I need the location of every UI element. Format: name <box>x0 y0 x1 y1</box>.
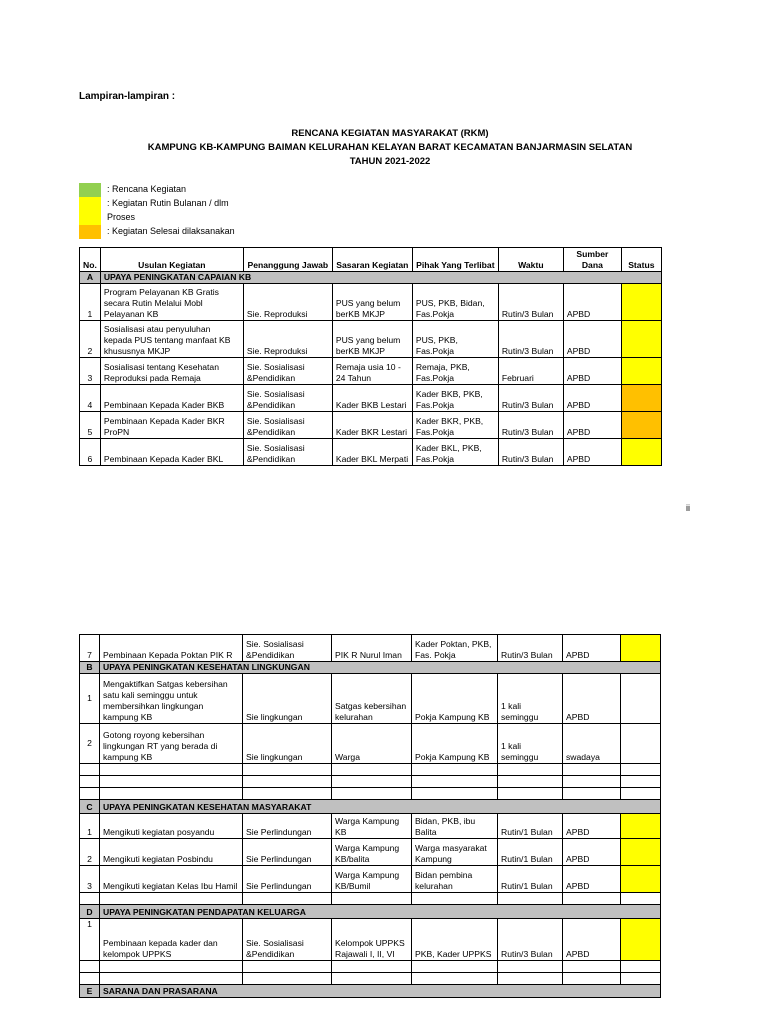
section-title: UPAYA PENINGKATAN KESEHATAN MASYARAKAT <box>100 800 661 814</box>
section-row-b <box>80 662 661 674</box>
row-pj: Sie. Sosialisasi &Pendidikan <box>243 358 332 385</box>
row-no: 1 <box>80 814 100 839</box>
row-pihak: Kader BKB, PKB, Fas.Pokja <box>412 385 498 412</box>
section-title: UPAYA PENINGKATAN CAPAIAN KB <box>100 272 661 284</box>
table-row <box>80 724 661 764</box>
row-no: 7 <box>80 635 100 662</box>
row-sumber: swadaya <box>563 724 621 764</box>
empty-row <box>80 788 661 800</box>
row-status-cell <box>621 358 661 385</box>
table-row <box>80 674 661 724</box>
row-pihak: Pokja Kampung KB <box>412 674 498 724</box>
row-sumber: APBD <box>563 385 621 412</box>
header-sumber-dana: Sumber Dana <box>563 248 621 272</box>
legend-label: : Rencana Kegiatan <box>107 184 187 194</box>
rkm-table-part-2 <box>79 634 661 998</box>
row-waktu: Rutin/3 Bulan <box>498 635 563 662</box>
row-sasaran: Warga Kampung KB <box>332 814 412 839</box>
row-sumber: APBD <box>563 866 621 893</box>
row-waktu: Rutin/3 Bulan <box>498 919 563 961</box>
row-pj: Sie lingkungan <box>243 674 332 724</box>
row-sasaran: PUS yang belum berKB MKJP <box>332 321 412 358</box>
row-sasaran: Kader BKB Lestari <box>332 385 412 412</box>
row-sasaran: Satgas kebersihan kelurahan <box>332 674 412 724</box>
empty-row <box>80 973 661 985</box>
row-pj: Sie Perlindungan <box>243 814 332 839</box>
row-status-cell <box>621 724 661 764</box>
row-no: 2 <box>80 724 100 764</box>
row-status-cell <box>621 439 661 466</box>
row-pihak: Bidan, PKB, ibu Balita <box>412 814 498 839</box>
table-row <box>80 814 661 839</box>
row-pj: Sie. Sosialisasi &Pendidikan <box>243 635 332 662</box>
row-pj: Sie Perlindungan <box>243 839 332 866</box>
table-header-row <box>80 248 662 272</box>
row-waktu: Rutin/1 Bulan <box>498 839 563 866</box>
table-row <box>80 284 662 321</box>
row-status-cell <box>621 839 661 866</box>
title-line-2: KAMPUNG KB-KAMPUNG BAIMAN KELURAHAN KELAYAN BARAT KECAMATAN BANJARMASIN SELATAN <box>147 142 633 153</box>
legend-label: : Kegiatan Rutin Bulanan / dlm <box>107 198 229 208</box>
row-usulan: Pembinaan Kepada Kader BKL <box>100 439 243 466</box>
row-sasaran: Remaja usia 10 - 24 Tahun <box>332 358 412 385</box>
row-no: 3 <box>80 358 101 385</box>
row-no: 1 <box>80 919 100 961</box>
row-pj: Sie lingkungan <box>243 724 332 764</box>
row-usulan: Pembinaan kepada kader dan kelompok UPPKS <box>100 919 243 961</box>
row-waktu: Rutin/3 Bulan <box>498 321 563 358</box>
row-pihak: Bidan pembina kelurahan <box>412 866 498 893</box>
row-pj: Sie. Sosialisasi &Pendidikan <box>243 412 332 439</box>
row-waktu: 1 kali seminggu <box>498 674 563 724</box>
row-pihak: Kader BKR, PKB, Fas.Pokja <box>412 412 498 439</box>
legend-label: Proses <box>107 212 136 222</box>
row-no: 5 <box>80 412 101 439</box>
row-pj: Sie. Reproduksi <box>243 284 332 321</box>
table-row <box>80 358 662 385</box>
section-title: SARANA DAN PRASARANA <box>100 985 661 998</box>
row-usulan: Sosialisasi atau penyuluhan kepada PUS tentang manfaat KB khususnya MKJP <box>100 321 243 358</box>
lampiran-label: Lampiran-lampiran : <box>79 91 176 102</box>
section-code: C <box>80 800 100 814</box>
row-no: 1 <box>80 284 101 321</box>
title-line-3: TAHUN 2021-2022 <box>349 156 431 167</box>
table-row <box>80 412 662 439</box>
empty-row <box>80 961 661 973</box>
row-pj: Sie. Sosialisasi &Pendidikan <box>243 439 332 466</box>
row-status-cell <box>621 919 661 961</box>
row-pihak: PKB, Kader UPPKS <box>412 919 498 961</box>
row-no: 2 <box>80 321 101 358</box>
row-usulan: Mengikuti kegiatan posyandu <box>100 814 243 839</box>
row-usulan: Pembinaan Kepada Poktan PIK R <box>100 635 243 662</box>
row-usulan: Pembinaan Kepada Kader BKR ProPN <box>100 412 243 439</box>
empty-row <box>80 893 661 905</box>
section-row-d <box>80 905 661 919</box>
row-status-cell <box>621 814 661 839</box>
row-usulan: Sosialisasi tentang Kesehatan Reproduksi pada Remaja <box>100 358 243 385</box>
row-no: 2 <box>80 839 100 866</box>
row-waktu: Rutin/3 Bulan <box>498 385 563 412</box>
row-sasaran: Kader BKR Lestari <box>332 412 412 439</box>
section-title: UPAYA PENINGKATAN PENDAPATAN KELUARGA <box>100 905 661 919</box>
row-usulan: Mengaktifkan Satgas kebersihan satu kali seminggu untuk membersihkan lingkungan kampung KB <box>100 674 243 724</box>
page-number: ii <box>686 503 690 513</box>
row-status-cell <box>621 412 661 439</box>
row-status-cell <box>621 674 661 724</box>
empty-row <box>80 764 661 776</box>
table-row <box>80 866 661 893</box>
row-sasaran: Warga Kampung KB/balita <box>332 839 412 866</box>
section-row-e <box>80 985 661 998</box>
section-title: UPAYA PENINGKATAN KESEHATAN LINGKUNGAN <box>100 662 661 674</box>
row-usulan: Mengikuti kegiatan Posbindu <box>100 839 243 866</box>
table-row <box>80 839 661 866</box>
section-code: A <box>80 272 101 284</box>
header-sasaran: Sasaran Kegiatan <box>332 248 412 272</box>
row-waktu: Rutin/3 Bulan <box>498 439 563 466</box>
row-status-cell <box>621 284 661 321</box>
legend-swatch-orange <box>79 225 101 239</box>
table-row <box>80 321 662 358</box>
header-waktu: Waktu <box>498 248 563 272</box>
row-sumber: APBD <box>563 674 621 724</box>
row-sasaran: PIK R Nurul Iman <box>332 635 412 662</box>
row-no: 4 <box>80 385 101 412</box>
row-sumber: APBD <box>563 919 621 961</box>
row-usulan: Mengikuti kegiatan Kelas Ibu Hamil <box>100 866 243 893</box>
section-code: B <box>80 662 100 674</box>
row-pihak: PUS, PKB, Bidan, Fas.Pokja <box>412 284 498 321</box>
table-row <box>80 385 662 412</box>
row-pihak: Kader BKL, PKB, Fas.Pokja <box>412 439 498 466</box>
rkm-table-part-1 <box>79 247 662 466</box>
row-usulan: Pembinaan Kepada Kader BKB <box>100 385 243 412</box>
row-no: 6 <box>80 439 101 466</box>
row-sumber: APBD <box>563 284 621 321</box>
table-row <box>80 439 662 466</box>
table-row <box>80 919 661 961</box>
row-sumber: APBD <box>563 839 621 866</box>
section-row-a <box>80 272 662 284</box>
row-status-cell <box>621 635 661 662</box>
row-no: 1 <box>80 674 100 724</box>
legend-swatch-yellow <box>79 197 101 211</box>
row-waktu: Februari <box>498 358 563 385</box>
legend-swatch-green <box>79 183 101 197</box>
document-title <box>0 127 768 169</box>
row-sasaran: Warga <box>332 724 412 764</box>
row-pj: Sie. Reproduksi <box>243 321 332 358</box>
row-sumber: APBD <box>563 814 621 839</box>
row-waktu: Rutin/1 Bulan <box>498 814 563 839</box>
row-waktu: Rutin/3 Bulan <box>498 284 563 321</box>
row-sumber: APBD <box>563 321 621 358</box>
legend-swatch-yellow <box>79 211 101 225</box>
row-sasaran: Kelompok UPPKS Rajawali I, II, VI <box>332 919 412 961</box>
header-usulan: Usulan Kegiatan <box>100 248 243 272</box>
row-sasaran: Warga Kampung KB/Bumil <box>332 866 412 893</box>
row-status-cell <box>621 321 661 358</box>
title-line-1: RENCANA KEGIATAN MASYARAKAT (RKM) <box>291 128 489 139</box>
row-pihak: Pokja Kampung KB <box>412 724 498 764</box>
row-waktu: Rutin/3 Bulan <box>498 412 563 439</box>
table-row <box>80 635 661 662</box>
row-sumber: APBD <box>563 439 621 466</box>
row-no: 3 <box>80 866 100 893</box>
row-waktu: 1 kali seminggu <box>498 724 563 764</box>
empty-row <box>80 776 661 788</box>
row-pj: Sie. Sosialisasi &Pendidikan <box>243 919 332 961</box>
row-usulan: Program Pelayanan KB Gratis secara Rutin Melalui Mobl Pelayanan KB <box>100 284 243 321</box>
row-sasaran: Kader BKL Merpati <box>332 439 412 466</box>
legend-label: : Kegiatan Selesai dilaksanakan <box>107 226 235 236</box>
row-pj: Sie. Sosialisasi &Pendidikan <box>243 385 332 412</box>
row-usulan: Gotong royong kebersihan lingkungan RT yang berada di kampung KB <box>100 724 243 764</box>
row-sasaran: PUS yang belum berKB MKJP <box>332 284 412 321</box>
section-code: D <box>80 905 100 919</box>
header-no: No. <box>80 248 101 272</box>
section-code: E <box>80 985 100 998</box>
row-status-cell <box>621 385 661 412</box>
row-pihak: PUS, PKB, Fas.Pokja <box>412 321 498 358</box>
row-sumber: APBD <box>563 412 621 439</box>
row-pihak: Kader Poktan, PKB, Fas. Pokja <box>412 635 498 662</box>
row-sumber: APBD <box>563 358 621 385</box>
row-pihak: Remaja, PKB, Fas.Pokja <box>412 358 498 385</box>
section-row-c <box>80 800 661 814</box>
header-status: Status <box>621 248 661 272</box>
header-penanggung-jawab: Penanggung Jawab <box>243 248 332 272</box>
header-pihak: Pihak Yang Terlibat <box>412 248 498 272</box>
row-sumber: APBD <box>563 635 621 662</box>
row-pihak: Warga masyarakat Kampung <box>412 839 498 866</box>
row-pj: Sie Perlindungan <box>243 866 332 893</box>
row-waktu: Rutin/1 Bulan <box>498 866 563 893</box>
row-status-cell <box>621 866 661 893</box>
